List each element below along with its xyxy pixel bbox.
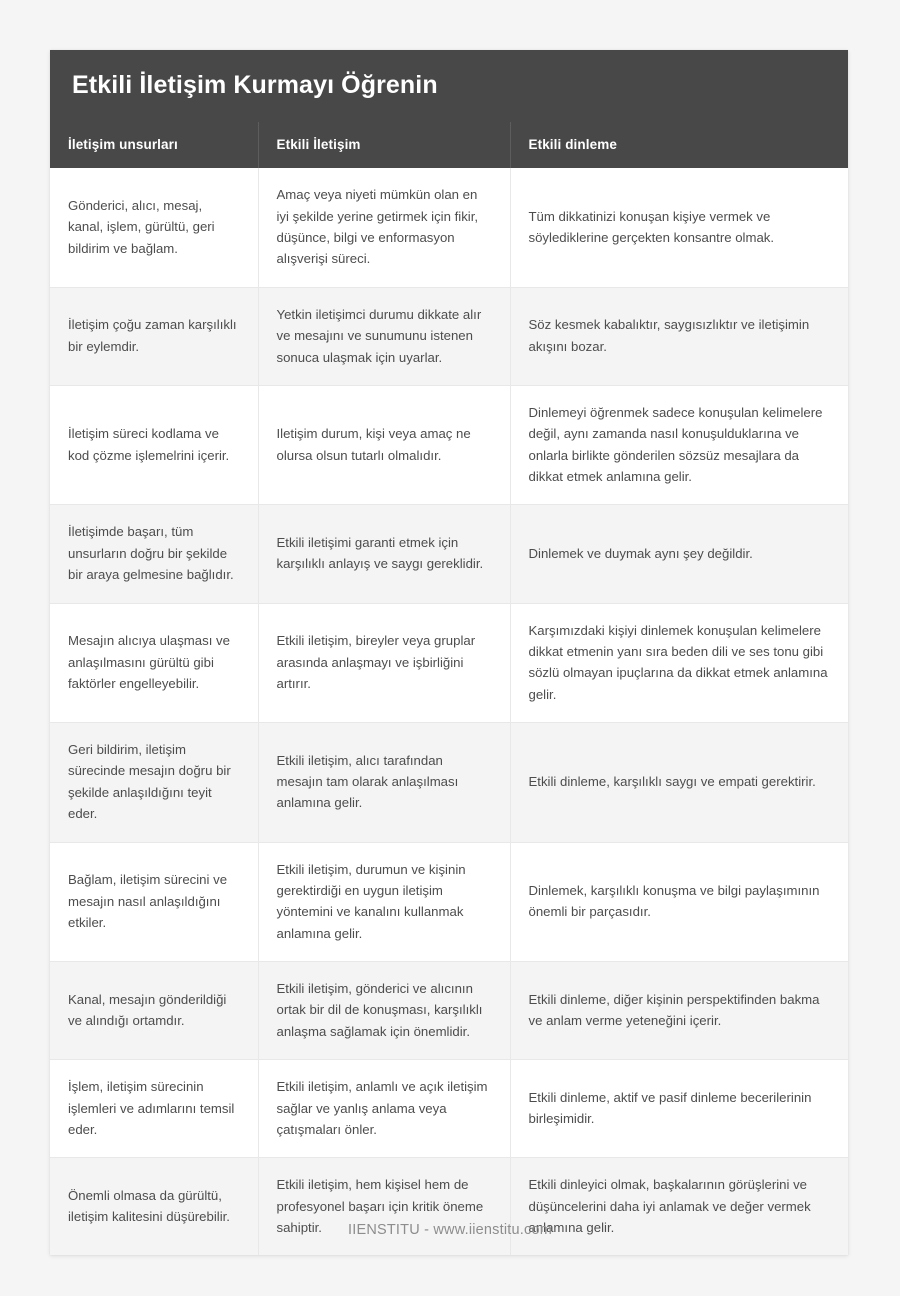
- comparison-table: [50, 122, 848, 1255]
- cell-dinleme: Etkili dinleme, aktif ve pasif dinleme becerilerinin birleşimidir.: [510, 1060, 848, 1158]
- column-header-iletisim-unsurlari: İletişim unsurları: [50, 122, 258, 168]
- infographic-card: [50, 50, 848, 1255]
- column-header-etkili-dinleme: Etkili dinleme: [510, 122, 848, 168]
- cell-dinleme: Dinlemeyi öğrenmek sadece konuşulan kelimelere değil, aynı zamanda nasıl konuşulduklarına ve onlarla birlikte gönderilen sözsüz mesajlara da dikkat etmek anlamına gelir.: [510, 385, 848, 505]
- cell-dinleme: Etkili dinleme, diğer kişinin perspektifinden bakma ve anlam verme yeteneğini içerir.: [510, 962, 848, 1060]
- table-row: [50, 962, 848, 1060]
- table-row: [50, 1158, 848, 1256]
- cell-iletisim: Etkili iletişim, anlamlı ve açık iletişim sağlar ve yanlış anlama veya çatışmaları önler.: [258, 1060, 510, 1158]
- table-row: [50, 505, 848, 603]
- cell-iletisim: Etkili iletişim, gönderici ve alıcının ortak bir dil de konuşması, karşılıklı anlaşma sağlamak için önemlidir.: [258, 962, 510, 1060]
- cell-dinleme: Etkili dinleyici olmak, başkalarının görüşlerini ve düşüncelerini daha iyi anlamak ve değer vermek anlamına gelir.: [510, 1158, 848, 1256]
- table-row: [50, 723, 848, 843]
- cell-iletisim: Etkili iletişim, alıcı tarafından mesajın tam olarak anlaşılması anlamına gelir.: [258, 723, 510, 843]
- table-body: [50, 168, 848, 1255]
- table-row: [50, 287, 848, 385]
- column-header-etkili-iletisim: Etkili İletişim: [258, 122, 510, 168]
- table-head: [50, 122, 848, 168]
- table-row: [50, 1060, 848, 1158]
- cell-unsur: Önemli olmasa da gürültü, iletişim kalitesini düşürebilir.: [50, 1158, 258, 1256]
- cell-unsur: İletişimde başarı, tüm unsurların doğru bir şekilde bir araya gelmesine bağlıdır.: [50, 505, 258, 603]
- table-row: [50, 168, 848, 287]
- cell-dinleme: Karşımızdaki kişiyi dinlemek konuşulan kelimelere dikkat etmenin yanı sıra beden dili ve ses tonu gibi sözlü olmayan ipuçlarına da dikkat etmek anlamına gelir.: [510, 603, 848, 723]
- title-bar: [50, 50, 848, 122]
- cell-unsur: Mesajın alıcıya ulaşması ve anlaşılmasını gürültü gibi faktörler engelleyebilir.: [50, 603, 258, 723]
- cell-iletisim: Etkili iletişim, bireyler veya gruplar arasında anlaşmayı ve işbirliğini artırır.: [258, 603, 510, 723]
- cell-dinleme: Etkili dinleme, karşılıklı saygı ve empati gerektirir.: [510, 723, 848, 843]
- cell-unsur: Geri bildirim, iletişim sürecinde mesajın doğru bir şekilde anlaşıldığını teyit eder.: [50, 723, 258, 843]
- page-title: Etkili İletişim Kurmayı Öğrenin: [72, 71, 438, 99]
- cell-unsur: İşlem, iletişim sürecinin işlemleri ve adımlarını temsil eder.: [50, 1060, 258, 1158]
- cell-dinleme: Tüm dikkatinizi konuşan kişiye vermek ve söylediklerine gerçekten konsantre olmak.: [510, 168, 848, 287]
- cell-unsur: İletişim süreci kodlama ve kod çözme işlemelrini içerir.: [50, 385, 258, 505]
- cell-unsur: Bağlam, iletişim sürecini ve mesajın nasıl anlaşıldığını etkiler.: [50, 842, 258, 962]
- cell-iletisim: Etkili iletişimi garanti etmek için karşılıklı anlayış ve saygı gereklidir.: [258, 505, 510, 603]
- cell-unsur: İletişim çoğu zaman karşılıklı bir eylemdir.: [50, 287, 258, 385]
- cell-iletisim: Yetkin iletişimci durumu dikkate alır ve mesajını ve sunumunu istenen sonuca ulaşmak için uyarlar.: [258, 287, 510, 385]
- table-row: [50, 385, 848, 505]
- table-header-row: [50, 122, 848, 168]
- cell-dinleme: Dinlemek, karşılıklı konuşma ve bilgi paylaşımının önemli bir parçasıdır.: [510, 842, 848, 962]
- cell-iletisim: Iletişim durum, kişi veya amaç ne olursa olsun tutarlı olmalıdır.: [258, 385, 510, 505]
- cell-iletisim: Etkili iletişim, hem kişisel hem de profesyonel başarı için kritik öneme sahiptir.: [258, 1158, 510, 1256]
- table-row: [50, 842, 848, 962]
- cell-unsur: Gönderici, alıcı, mesaj, kanal, işlem, gürültü, geri bildirim ve bağlam.: [50, 168, 258, 287]
- cell-dinleme: Söz kesmek kabalıktır, saygısızlıktır ve iletişimin akışını bozar.: [510, 287, 848, 385]
- table-row: [50, 603, 848, 723]
- cell-unsur: Kanal, mesajın gönderildiği ve alındığı ortamdır.: [50, 962, 258, 1060]
- cell-iletisim: Amaç veya niyeti mümkün olan en iyi şekilde yerine getirmek için fikir, düşünce, bilgi ve enformasyon alışverişi süreci.: [258, 168, 510, 287]
- footer-attribution: IIENSTITU - www.iienstitu.com: [348, 1222, 552, 1238]
- cell-dinleme: Dinlemek ve duymak aynı şey değildir.: [510, 505, 848, 603]
- cell-iletisim: Etkili iletişim, durumun ve kişinin gerektirdiği en uygun iletişim yöntemini ve kanalını kullanmak anlamına gelir.: [258, 842, 510, 962]
